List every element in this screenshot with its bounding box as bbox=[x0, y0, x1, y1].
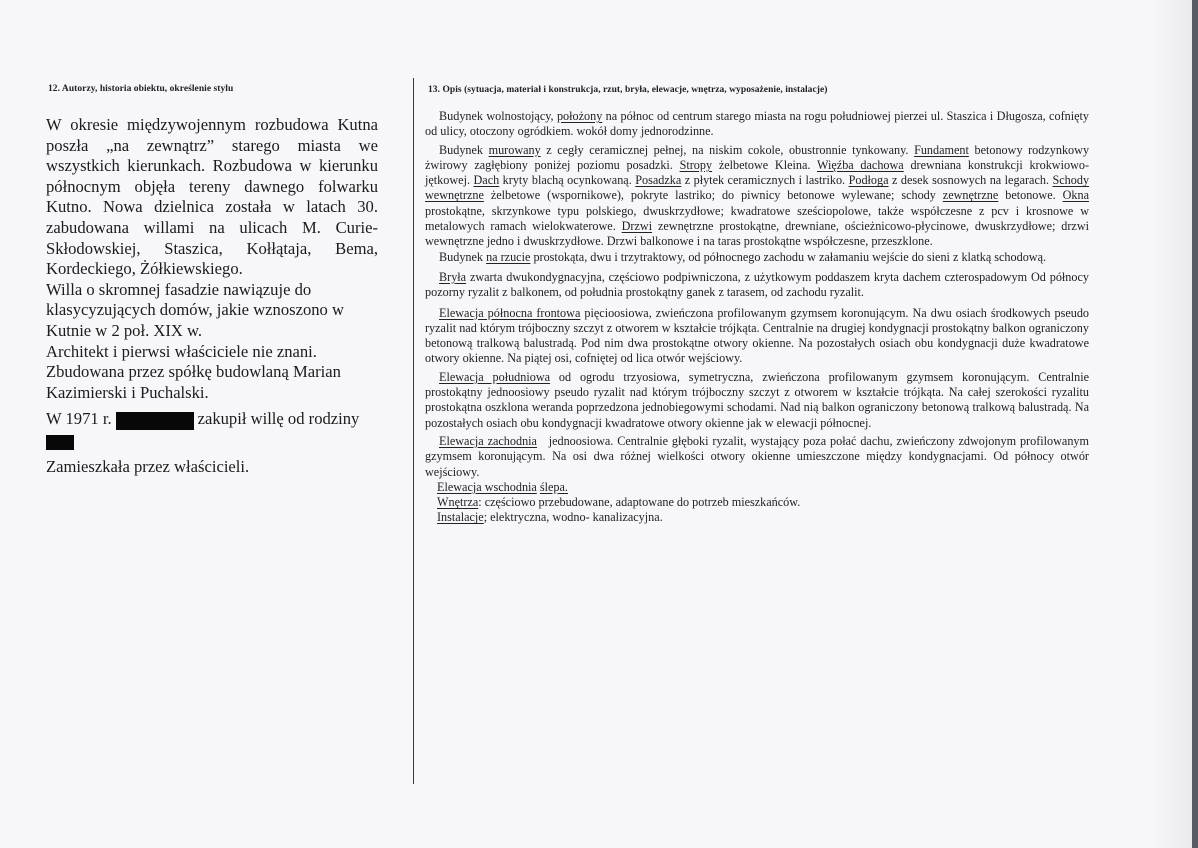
text-run: żelbetowe (wspornikowe), pokryte lastriko; do piwnicy betonowe wylewane; schody bbox=[490, 188, 936, 203]
term-drzwi: Drzwi bbox=[621, 219, 653, 234]
term-elewacja-zachodnia: Elewacja zachodnia bbox=[439, 433, 537, 448]
description-interiors bbox=[425, 495, 1089, 510]
text-run: Budynek wolnostojący, bbox=[439, 109, 554, 123]
description-east-elevation bbox=[425, 480, 1089, 495]
term-podloga: Podłoga bbox=[848, 173, 889, 188]
description-location bbox=[425, 109, 1089, 140]
text-run: : częściowo przebudowane, adaptowane do potrzeb mieszkańców. bbox=[478, 495, 801, 510]
text-run: zwarta dwukondygnacyjna, częściowo podpiwniczona, z użytkowym poddaszem kryta dachem czterospadowym Od północy pozorny ryzalit z balkonem, od południa prostokątny ganek z tarasem, od zachodu ryzalit. bbox=[425, 269, 1089, 300]
history-paragraph-5 bbox=[46, 409, 378, 450]
text-run: kryty blachą ocynkowaną. bbox=[502, 173, 632, 188]
text-run: ; elektryczna, wodno- kanalizacyjna. bbox=[483, 510, 663, 525]
term-wnetrza: Wnętrza bbox=[437, 495, 479, 510]
text-run: jednoosiowa. Centralnie głęboki ryzalit, wystający poza połać dachu, zwieńczony zdwojonym profilowanym gzymsem koronującym. Na osi dwa różnej wielkości otwory okienne umieszczone między kondygnacjami. Od północy otwór wejściowy. bbox=[425, 433, 1090, 479]
term-elewacja-polnocna: Elewacja północna frontowa bbox=[439, 305, 581, 320]
section-12-heading: 12. Autorzy, historia obiektu, określenie stylu bbox=[48, 84, 234, 94]
text-run: zewnętrzne prostokątne, drewniane, ościeżnicowo-płycinowe, dwuskrzydłowe; drzwi wewnętrzne jedno i dwuskrzydłowe. Drzwi balkonowe i na taras prostokątne współczesne, przeszklone. bbox=[425, 219, 1090, 249]
description-north-elevation bbox=[425, 306, 1089, 367]
purchase-year: W 1971 r. bbox=[46, 409, 112, 429]
redaction-block-name bbox=[116, 412, 194, 430]
term-bryla: Bryła bbox=[439, 269, 467, 284]
description-materials bbox=[425, 143, 1089, 250]
text-run: z cegły ceramicznej pełnej, na niskim cokole, obustronnie tynkowany. bbox=[546, 142, 909, 157]
history-paragraph-4: Zbudowana przez spółkę budowlaną Marian Kazimierski i Puchalski. bbox=[46, 362, 341, 402]
text-run: betonowy rodzynkowy żwirowy zagłębiony poniżej poziomu posadzki. bbox=[425, 142, 1090, 172]
text-run: na północ od centrum starego miasta na rogu południowej pierzei ul. Staszica i Długosza, cofnięty od ulicy, otoczony ogródkiem. wokół domy jednorodzinne. bbox=[425, 109, 1089, 139]
description-installations bbox=[425, 510, 1089, 525]
text-run: Budynek bbox=[439, 142, 484, 157]
text-run: ślepa. bbox=[539, 479, 568, 494]
text-run: żelbetowe Kleina. bbox=[718, 157, 811, 172]
term-elewacja-poludniowa: Elewacja południowa bbox=[439, 369, 551, 384]
description-column bbox=[425, 109, 1089, 526]
term-elewacja-wschodnia: Elewacja wschodnia bbox=[437, 479, 537, 494]
term-zewnetrzne: zewnętrzne bbox=[942, 188, 999, 203]
text-run: z desek sosnowych na legarach. bbox=[892, 173, 1049, 188]
text-run: prostokątne, skrzynkowe typu polskiego, dwuskrzydłowe; kwadratowe sześciopolowe, także współczesne z pcv i krosnowe w metalowych ramach wielokwaterowe. bbox=[425, 203, 1089, 234]
history-paragraph-6: Zamieszkała przez właścicieli. bbox=[46, 456, 250, 476]
term-okna: Okna bbox=[1062, 188, 1089, 203]
text-run: pięcioosiowa, zwieńczona profilowanym gzymsem koronującym. Na dwu osiach środkowych pseudo ryzalit nad którym trójboczny szczyt z otworem w kształcie trójkąta. Centralnie na drugiej kondygnacji prostokątny balkon ograniczony betonową tralkową balustradą. Pod nim dwa prostokątne otwory okienne. Na pozostałych osiach obu kondygnacji duże kwadratowe otwory okienne. Na piątej osi, cofniętej od lica otwór wejściowy. bbox=[425, 305, 1090, 366]
history-paragraph-3: Architekt i pierwsi właściciele nie znani. bbox=[46, 341, 317, 361]
term-schody-wewnetrzne: Schody wewnętrzne bbox=[425, 173, 1090, 203]
text-run: betonowe. bbox=[1005, 188, 1056, 203]
text-run: drewniana konstrukcji krokwiowo-jętkowej. bbox=[425, 157, 1090, 188]
description-west-elevation bbox=[425, 434, 1089, 480]
term-na-rzucie: na rzucie bbox=[486, 249, 531, 264]
history-paragraph-1: W okresie międzywojennym rozbudowa Kutna poszła „na zewnątrz” starego miasta we wszystkich kierunkach. Rozbudowa w kierunku północnym objęła tereny dawnego folwarku Kutno. Nowa dzielnica została w latach 30. zabudowana willami na ulicach M. Curie-Skłodowskiej, Staszica, Kołłątaja, Bema, Kordeckiego, Żółkiewskiego. bbox=[46, 115, 378, 279]
term-instalacje: Instalacje bbox=[437, 510, 484, 525]
description-plan bbox=[425, 250, 1089, 265]
term-murowany: murowany bbox=[488, 142, 541, 157]
term-wiezba-dachowa: Więźba dachowa bbox=[816, 157, 904, 172]
scanner-background-edge bbox=[1192, 0, 1198, 848]
term-dach: Dach bbox=[473, 173, 500, 188]
term-polozony: położony bbox=[556, 109, 603, 123]
history-column bbox=[46, 115, 378, 477]
term-fundament: Fundament bbox=[914, 142, 969, 157]
text-run: od ogrodu trzyosiowa, symetryczna, zwieńczona profilowanym gzymsem koronującym. Centralnie prostokątny jednoosiowy pseudo ryzalit nad którym trójboczny szczyt z otworem w kształcie trójkąta. Na całej szerokości ryzalitu prostokątna oszklona weranda poprzedzona jednobiegowymi schodami. Nad nią balkon ograniczony betonową tralkową balustradą. Na pozostałych osiach obu kondygnacji kwadratowe otwory okienne jak w elewacji północnej. bbox=[425, 369, 1090, 430]
text-run: prostokąta, dwu i trzytraktowy, od północnego zachodu w załamaniu wejście do sieni z klatką schodową. bbox=[533, 249, 1047, 264]
text-run: z płytek ceramicznych i lastriko. bbox=[684, 173, 846, 188]
description-south-elevation bbox=[425, 370, 1089, 431]
column-divider bbox=[413, 78, 414, 784]
section-13-heading: 13. Opis (sytuacja, materiał i konstrukcja, rzut, bryła, elewacje, wnętrza, wyposażenie, instalacje) bbox=[428, 85, 828, 95]
history-paragraph-2: Willa o skromnej fasadzie nawiązuje do klasycyzujących domów, jakie wznoszono w Kutnie w 2 poł. XIX w. bbox=[46, 279, 344, 340]
term-posadzka: Posadzka bbox=[635, 173, 682, 188]
description-massing bbox=[425, 270, 1089, 301]
page-shading bbox=[1150, 0, 1192, 848]
purchase-text: zakupił willę od rodziny bbox=[197, 409, 360, 429]
term-stropy: Stropy bbox=[679, 157, 713, 172]
text-run: Budynek bbox=[439, 249, 484, 264]
redaction-block-family bbox=[46, 435, 74, 450]
